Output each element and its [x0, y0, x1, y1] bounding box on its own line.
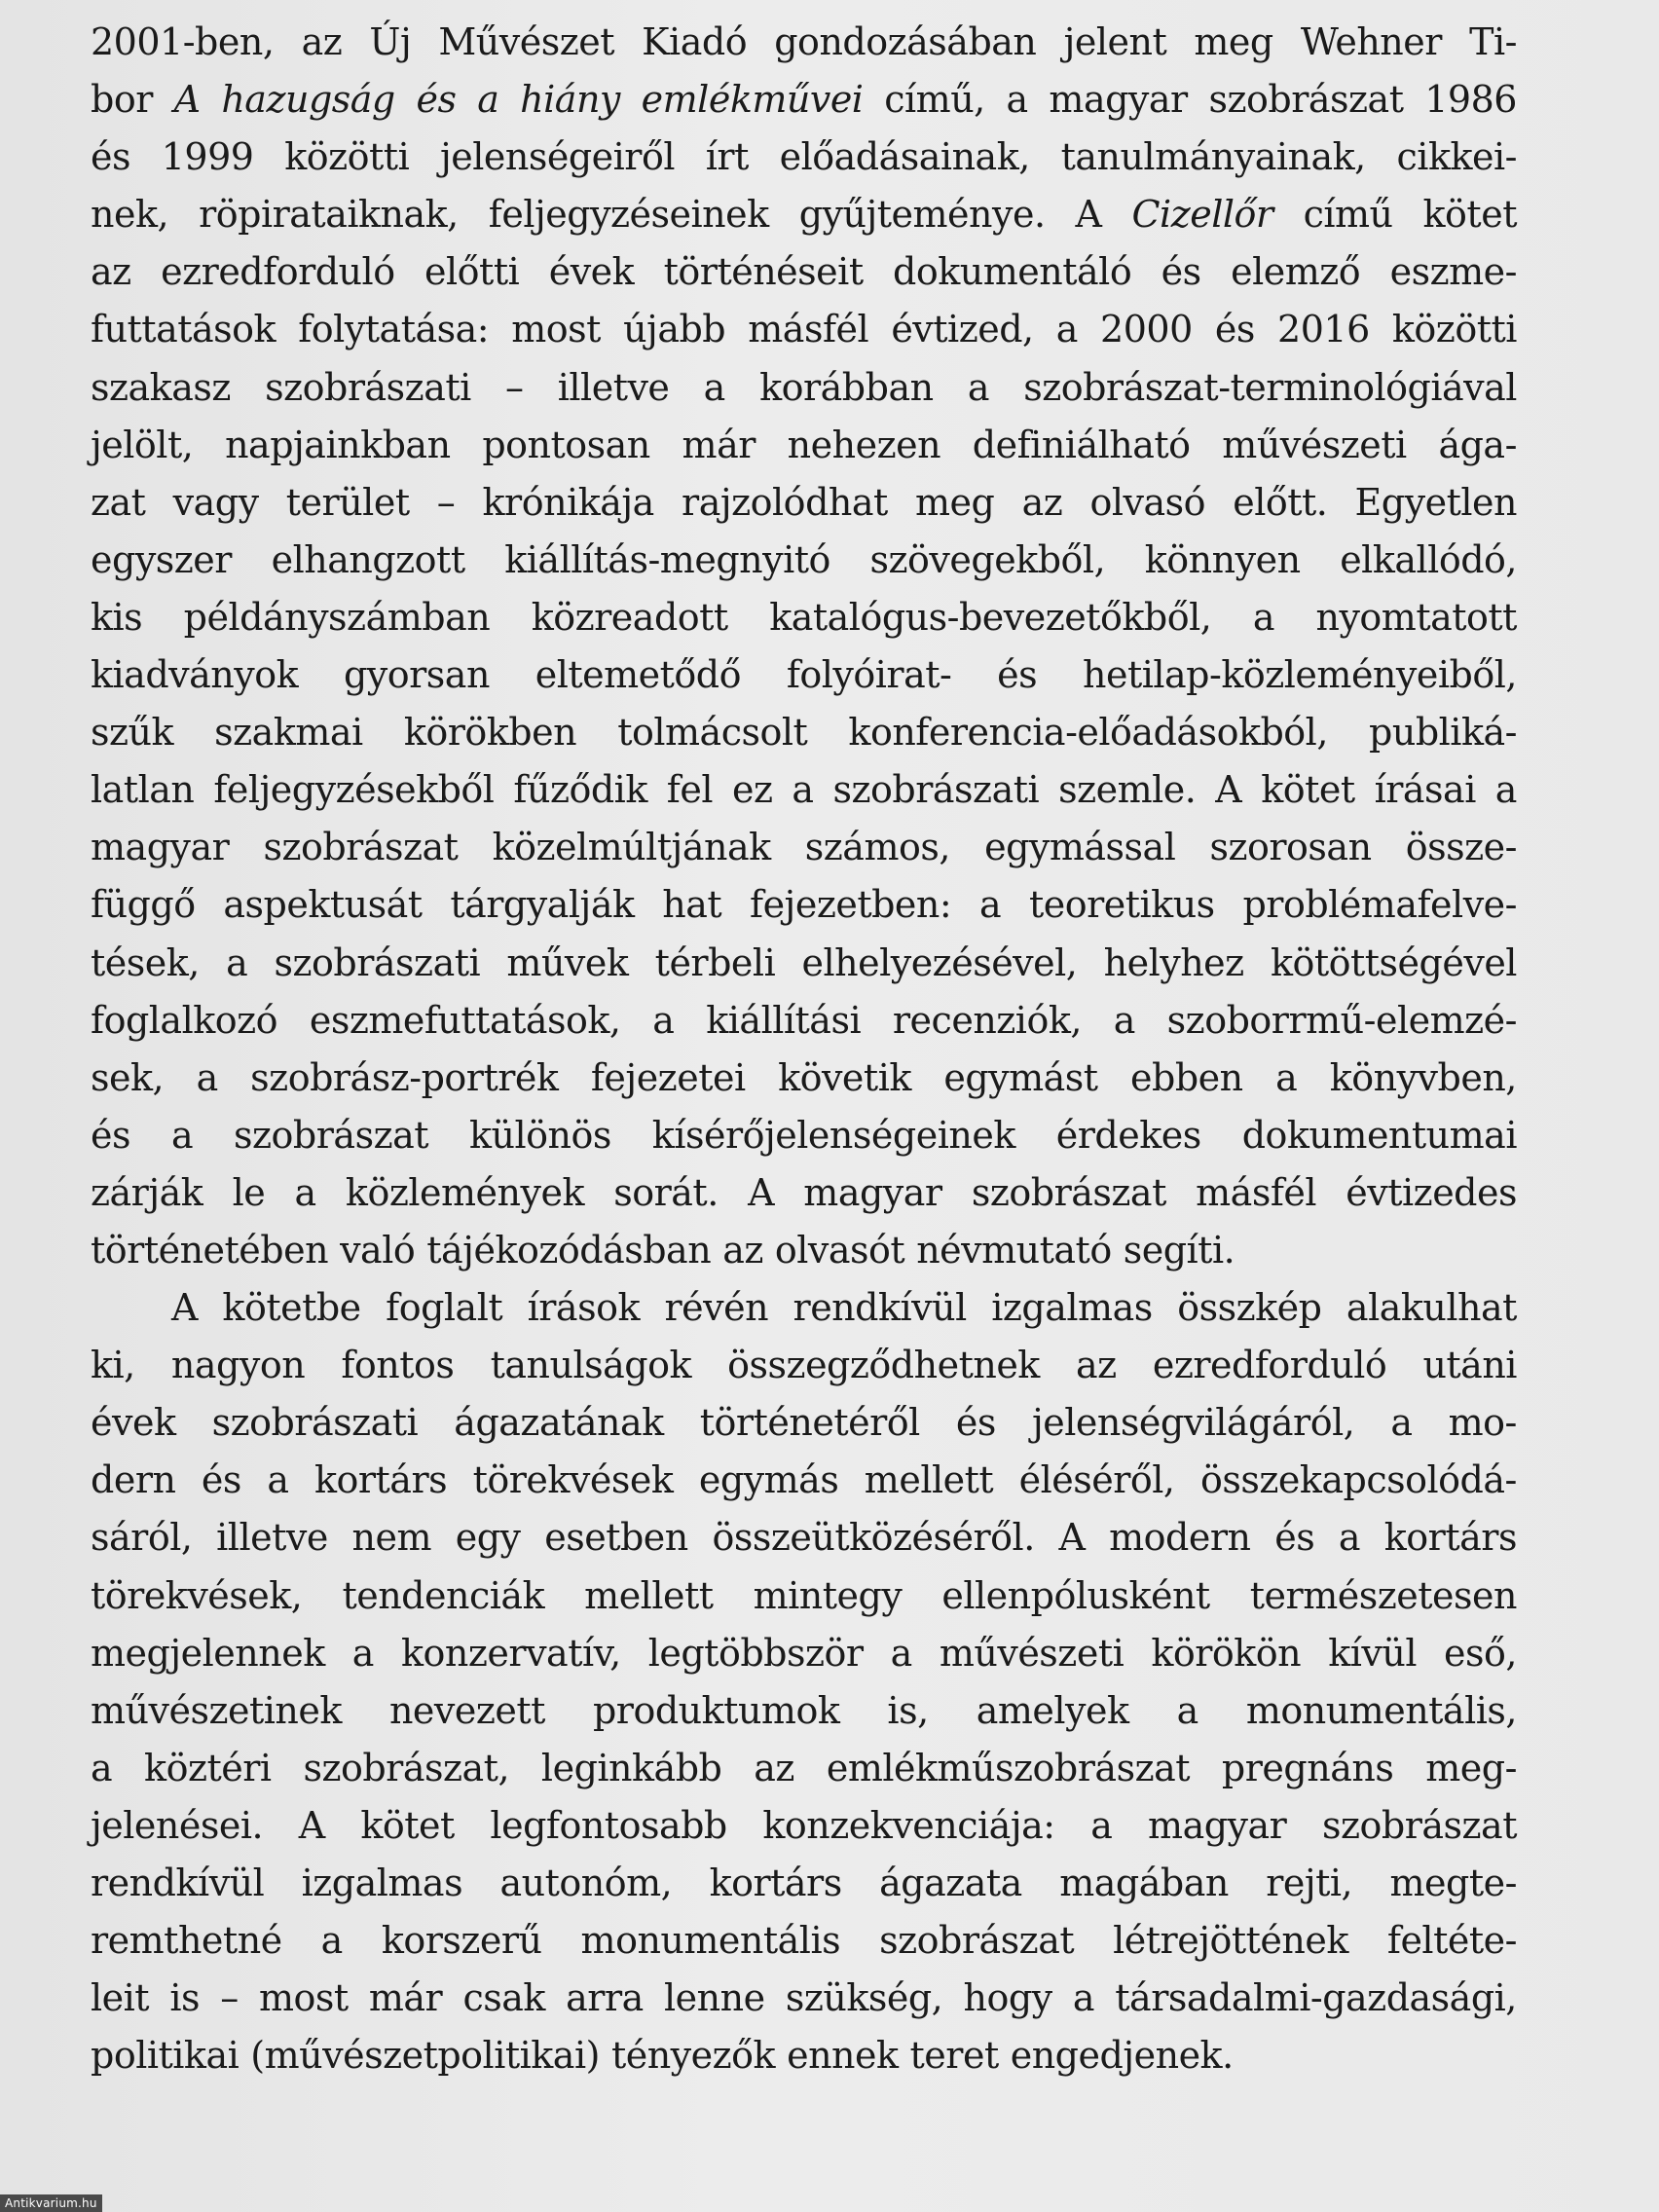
- text-line: futtatások folytatása: most újabb másfél évtized, a 2000 és 2016 közötti: [91, 308, 1517, 351]
- text-line: zat vagy terület – krónikája rajzolódhat meg az olvasó előtt. Egyetlen: [91, 480, 1517, 524]
- text-line: a köztéri szobrászat, leginkább az emlékműszobrászat pregnáns meg-: [91, 1746, 1517, 1789]
- text-line: sáról, illetve nem egy esetben összeütközéséről. A modern és a kortárs: [91, 1516, 1517, 1560]
- text-line: zárják le a közlemények sorát. A magyar szobrászat másfél évtizedes: [91, 1170, 1517, 1214]
- text-line: az ezredforduló előtti évek történéseit dokumentáló és elemző eszme-: [91, 250, 1517, 294]
- text-line: megjelennek a konzervatív, legtöbbször a művészeti körökön kívül eső,: [91, 1631, 1517, 1675]
- text-line: és a szobrászat különös kísérőjelenségeinek érdekes dokumentumai: [91, 1113, 1517, 1157]
- text-line: jelenései. A kötet legfontosabb konzekvenciája: a magyar szobrászat: [91, 1803, 1517, 1847]
- text-line: tések, a szobrászati művek térbeli elhelyezésével, helyhez kötöttségével: [91, 940, 1517, 984]
- text-line: ki, nagyon fontos tanulságok összegződhetnek az ezredforduló utáni: [91, 1344, 1517, 1387]
- text-line: latlan feljegyzésekből fűződik fel ez a szobrászati szemle. A kötet írásai a: [91, 768, 1517, 812]
- text-line: magyar szobrászat közelmúltjának számos, egymással szorosan össze-: [91, 826, 1517, 869]
- text-line: és 1999 közötti jelenségeiről írt előadásainak, tanulmányainak, cikkei-: [91, 135, 1517, 179]
- text-line: sek, a szobrász-portrék fejezetei követik egymást ebben a könyvben,: [91, 1055, 1517, 1099]
- text-line: politikai (művészetpolitikai) tényezők ennek teret engedjenek.: [91, 2034, 1234, 2078]
- antikvarium-watermark: Antikvarium.hu: [0, 2194, 102, 2212]
- text-line: kis példányszámban közreadott katalógus-bevezetőkből, a nyomtatott: [91, 595, 1517, 639]
- text-line: szűk szakmai körökben tolmácsolt konferencia-előadásokból, publiká-: [91, 711, 1517, 755]
- text-line: foglalkozó eszmefuttatások, a kiállítási recenziók, a szoborrmű-elemzé-: [91, 998, 1517, 1042]
- text-line: jelölt, napjainkban pontosan már nehezen definiálható művészeti ága-: [91, 423, 1517, 466]
- text-line: remthetné a korszerű monumentális szobrászat létrejöttének feltéte-: [91, 1919, 1517, 1963]
- text-line: kiadványok gyorsan eltemetődő folyóirat- és hetilap-közleményeiből,: [91, 653, 1517, 697]
- text-line: történetében való tájékozódásban az olvasót névmutató segíti.: [91, 1228, 1235, 1272]
- text-line: nek, röpirataiknak, feljegyzéseinek gyűjteménye. A Cizellőr című kötet: [91, 193, 1517, 237]
- text-line: egyszer elhangzott kiállítás-megnyitó szövegekből, könnyen elkallódó,: [91, 537, 1517, 581]
- text-line: dern és a kortárs törekvések egymás mellett éléséről, összekapcsolódá-: [91, 1458, 1517, 1502]
- text-line: szakasz szobrászati – illetve a korábban a szobrászat-terminológiával: [91, 365, 1517, 409]
- paragraph-2: [91, 1279, 1517, 2084]
- text-line: művészetinek nevezett produktumok is, amelyek a monumentális,: [91, 1688, 1517, 1732]
- text-line: A kötetbe foglalt írások révén rendkívül izgalmas összkép alakulhat: [171, 1286, 1517, 1330]
- text-line: 2001-ben, az Új Művészet Kiadó gondozásában jelent meg Wehner Ti-: [91, 20, 1517, 63]
- text-line: leit is – most már csak arra lenne szükség, hogy a társadalmi-gazdasági,: [91, 1976, 1517, 2020]
- text-line: bor A hazugság és a hiány emlékművei című, a magyar szobrászat 1986: [91, 78, 1517, 122]
- text-line: évek szobrászati ágazatának történetéről és jelenségvilágáról, a mo-: [91, 1401, 1517, 1445]
- text-line: rendkívül izgalmas autonóm, kortárs ágazata magában rejti, megte-: [91, 1862, 1517, 1904]
- paragraph-1: [91, 14, 1517, 1279]
- text-line: függő aspektusát tárgyalják hat fejezetben: a teoretikus problémafelve-: [91, 883, 1517, 927]
- text-line: törekvések, tendenciák mellett mintegy ellenpólusként természetesen: [91, 1573, 1517, 1617]
- book-page-text: [91, 14, 1517, 2084]
